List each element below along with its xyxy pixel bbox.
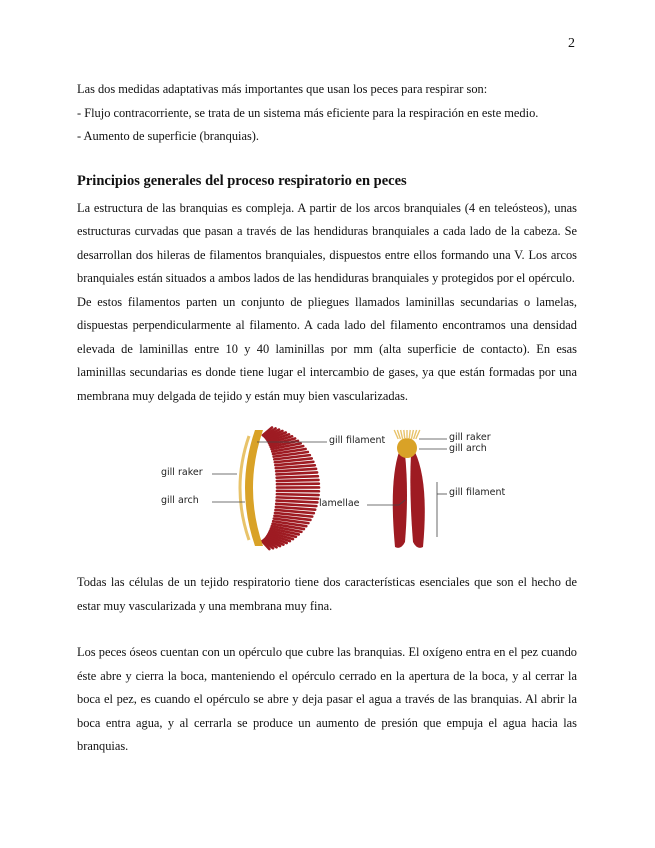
label-gill-raker-left: gill raker <box>161 467 203 478</box>
gill-arch-cross-section <box>240 427 319 549</box>
intro-line: Las dos medidas adaptativas más importantes que usan los peces para respirar son: <box>77 82 488 96</box>
paragraph-lamellae: De estos filamentos parten un conjunto de pliegues llamados laminillas secundarias o lamelas, dispuestas perpendicularmente al filamento. A cada lado del filamento encontramos una densidad elevada de laminillas entre 10 y 40 laminillas por mm (alta superficie de contacto). En esas laminillas secundarias es donde tiene lugar el intercambio de gases, ya que están formadas por una membrana muy delgada de tejido y están muy bien vascularizadas. <box>77 294 577 403</box>
label-lamellae: lamellae <box>319 498 360 509</box>
label-gill-arch-left: gill arch <box>161 495 199 506</box>
document-body <box>77 78 577 759</box>
label-gill-filament-right: gill filament <box>449 487 506 498</box>
gill-diagram <box>137 422 517 557</box>
gill-filament-strand <box>277 494 319 495</box>
paragraph-operculum: Los peces óseos cuentan con un opérculo que cubre las branquias. El oxígeno entra en el pez cuando éste abre y cierra la boca, manteniendo el opérculo cerrado en la apertura de la boca, y al cerrar la boca el pez, es cuando el opérculo se abre y deja pasar el agua a través de las branquias. Al abrir la boca entra agua, y al cerrarla se produce un aumento de presión que empuja el agua hacia las branquias. <box>77 645 577 753</box>
gill-filament-pair <box>393 430 425 548</box>
paragraph-gill-structure: La estructura de las branquias es compleja. A partir de los arcos branquiales (4 en teleósteos), unas estructuras curvadas que pasan a través de las hendiduras branquiales a cada lado de la cabeza. Se desarrollan dos hileras de filamentos branquiales, dispuestos entre ellos formando una V. Los arcos branquiales están situados a ambos lados de las hendiduras branquiales y protegidos por el opérculo. <box>77 200 577 285</box>
gill-raker-spine <box>401 430 403 439</box>
paragraph-respiratory-tissue: Todas las células de un tejido respiratorio tiene dos características esenciales que son el hecho de estar muy vascularizada y una membrana muy fina. <box>77 575 577 613</box>
gill-raker-spine <box>409 430 410 439</box>
gill-filament-strand <box>276 469 316 471</box>
page-number: 2 <box>568 36 575 51</box>
gill-filament-strand <box>277 476 318 478</box>
gill-arch-section <box>397 438 417 458</box>
section-heading: Principios generales del proceso respiratorio en peces <box>77 172 407 189</box>
label-gill-arch-right: gill arch <box>449 443 487 454</box>
label-gill-raker-right: gill raker <box>449 432 491 443</box>
label-gill-filament-left: gill filament <box>329 435 386 446</box>
gill-filament-right-blade <box>410 452 424 548</box>
intro-bullet-surface: - Aumento de superficie (branquias). <box>77 129 260 143</box>
gill-raker-spine <box>411 430 413 439</box>
gill-arch-band <box>245 430 263 546</box>
gill-filament-strand <box>277 484 319 485</box>
gill-filament-strand <box>277 480 319 481</box>
gill-filament-strand <box>276 472 317 474</box>
gill-filament-strand <box>277 501 318 503</box>
gill-raker-spine <box>404 430 405 439</box>
gill-filament-strand <box>277 497 318 498</box>
intro-bullet-countercurrent: - Flujo contracorriente, se trata de un sistema más eficiente para la respiración en este medio. <box>77 105 539 120</box>
gill-filament-strand <box>276 504 316 506</box>
